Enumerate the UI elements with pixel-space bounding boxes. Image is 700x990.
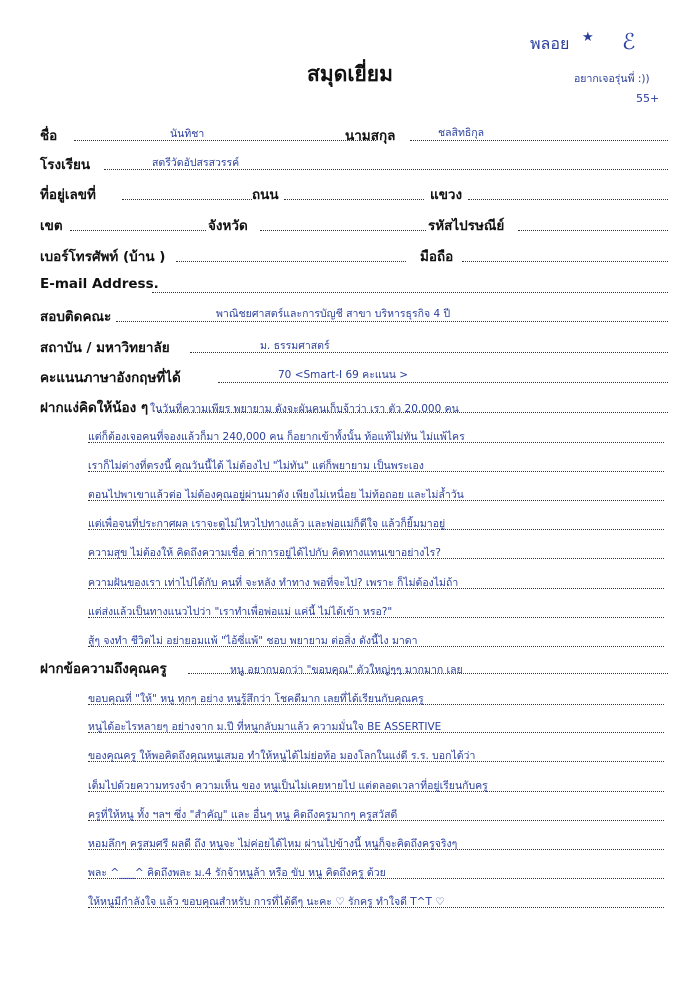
email-label: E-mail Address. [40, 276, 159, 292]
english-score-value: 70 <Smart-I 69 คะแนน > [278, 369, 409, 381]
phone-home-field[interactable] [176, 261, 406, 262]
name-row [40, 124, 670, 146]
juniors-line[interactable] [88, 426, 664, 446]
message-juniors-label: ฝากแง่คิดให้น้อง ๆ [40, 400, 149, 416]
phone-home-label: เบอร์โทรศัพท์ (บ้าน ) [40, 249, 166, 265]
road-field[interactable] [284, 199, 424, 200]
phone-row [40, 245, 670, 267]
juniors-line-text: แต่ก็ต้องเจอคนที่จองแล้วก็มา 240,000 คน ก็อยากเข้าทั้งนั้น ท้อแท้ไม่ทัน ไม่แพ้ไคร [88, 431, 465, 443]
school-row [40, 153, 670, 175]
subdistrict-field[interactable] [468, 199, 668, 200]
district-field[interactable] [70, 230, 206, 231]
teachers-line-text: ขอบคุณที่ "ให้" หนู ทุกๆ อย่าง หนูรู้สึกว่า โชคดีมาก เลยที่ได้เรียนกับคุณครู [88, 693, 424, 705]
corner-mark: ℰ [622, 30, 636, 55]
district-row [40, 214, 670, 236]
faculty-row [40, 305, 670, 327]
faculty-value: พาณิชยศาสตร์และการบัญชี สาขา บริหารธุรกิจ 4 ปี [216, 308, 451, 320]
university-row [40, 336, 670, 358]
address-label: ที่อยู่เลขที่ [40, 187, 96, 203]
postal-field[interactable] [518, 230, 668, 231]
teachers-line-text: ของคุณครู ให้พอคิดถึงคุณหนูเสมอ ทำให้หนูได้ไม่ย่อท้อ มองโลกในแง่ดี ร.ร. บอกได้ว่า [88, 750, 476, 762]
school-value: สตรีวัดอัปสรสวรรค์ [152, 157, 240, 169]
juniors-line[interactable] [150, 398, 664, 418]
teachers-line-text: หอมลึกๆ ครูสมศรี ผลดี ถึง หนูจะ ไม่ค่อยได้ไหม ผ่านไปข้างนี้ หนูก็จะคิดถึงครูจริงๆ [88, 838, 458, 850]
juniors-line-text: ความฝันของเรา เท่าไปได้กับ คนที่ จะหลัง ทำทาง พอที่จะไป? เพราะ ก็ไม่ต้องไม่ถ้า [88, 577, 459, 589]
teachers-line-text: หนูได้อะไรหลายๆ อย่างจาก ม.ปี ที่หนูกลับมาแล้ว ความมั่นใจ BE ASSERTIVE [88, 721, 442, 733]
teachers-line-text: ให้หนูมีกำลังใจ แล้ว ขอบคุณสำหรับ การที่ได้ดีๆ นะคะ ♡ รักครู ทำใจดี T^T ♡ [88, 896, 445, 908]
teachers-line-text: ครูที่ให้หนู ทั้ง ฯลฯ ซึ่ง "สำคัญ" และ อื่นๆ หนู คิดถึงครูมากๆ ครูสวัสดี [88, 809, 398, 821]
surname-label: นามสกุล [345, 128, 396, 144]
teachers-line[interactable] [88, 804, 664, 824]
surname-value: ชลสิทธิกุล [438, 127, 485, 139]
university-label: สถาบัน / มหาวิทยาลัย [40, 340, 170, 356]
english-score-label: คะแนนภาษาอังกฤษที่ได้ [40, 370, 181, 386]
postal-label: รหัสไปรษณีย์ [428, 218, 505, 234]
university-value: ม. ธรรมศาสตร์ [260, 340, 330, 352]
juniors-line-text: ในวันที่ความเพียร พยายาม ดังจะผันคนเก็บจ้าว่า เรา ตัว 20,000 คน [150, 403, 459, 415]
road-label: ถนน [252, 187, 279, 203]
teachers-line[interactable] [88, 745, 664, 765]
page-title: สมุดเยี่ยม [307, 62, 393, 86]
juniors-line-text: เราก็ไม่ต่างที่ตรงนี้ คุณวันนี้ได้ ไม่ต้องไป "ไม่ทัน" แต่ก็พยายาม เป็นพระเอง [88, 460, 424, 472]
faculty-label: สอบติดคณะ [40, 309, 112, 325]
juniors-line[interactable] [88, 542, 664, 562]
province-label: จังหวัด [208, 218, 248, 234]
name-field[interactable] [74, 140, 376, 141]
juniors-line[interactable] [88, 484, 664, 504]
mobile-field[interactable] [462, 261, 668, 262]
mobile-label: มือถือ [420, 249, 454, 265]
juniors-line[interactable] [88, 630, 664, 650]
email-field[interactable] [152, 292, 668, 293]
corner-star-icon: ★ [582, 30, 594, 45]
corner-name: พลอย [530, 34, 570, 53]
juniors-line-text: สู้ๆ จงทำ ชีวิตไม่ อย่ายอมแพ้ "ไอ้ซี่แพ้" ชอบ พยายาม ต่อสิ่ง ดังนี้ไง มาดา [88, 635, 418, 647]
teachers-line[interactable] [88, 775, 664, 795]
juniors-line[interactable] [88, 455, 664, 475]
name-label: ชื่อ [40, 128, 58, 144]
teachers-line[interactable] [88, 891, 664, 911]
juniors-line[interactable] [88, 513, 664, 533]
district-label: เขต [40, 218, 63, 234]
juniors-line-text: ความสุข ไม่ต้องให้ คิดถึงความเชื่อ ค่าการอยู่ได้ไปกับ คิดทางแทนเขาอย่างไร? [88, 547, 441, 559]
corner-number: 55+ [636, 92, 660, 105]
school-label: โรงเรียน [40, 157, 91, 173]
subdistrict-label: แขวง [430, 187, 463, 203]
corner-note: อยากเจอรุ่นพี่ :)) [574, 73, 650, 85]
email-row [40, 276, 670, 298]
teachers-line[interactable] [230, 659, 664, 679]
message-teachers-label: ฝากข้อความถึงคุณครู [40, 661, 167, 677]
teachers-line[interactable] [88, 833, 664, 853]
juniors-line-text: แต่เพื่อจนที่ประกาศผล เราจะดูไม่ไหวไปทางแล้ว และพ่อแม่ก็ดีใจ แล้วก็ยิ้มมาอยู่ [88, 518, 446, 530]
teachers-line-text: หนู อยากบอกว่า "ขอบคุณ" ตัวใหญ่ๆๆ มากมาก เลย [230, 664, 463, 676]
teachers-line[interactable] [88, 862, 664, 882]
province-field[interactable] [260, 230, 426, 231]
english-score-row [40, 366, 670, 388]
teachers-line[interactable] [88, 716, 664, 736]
teachers-line-text: พละ ^___^ คิดถึงพละ ม.4 รักจ้าหนูล้า หรือ ขับ หนู คิดถึงครู ด้วย [88, 867, 386, 879]
juniors-line-text: ตอนไปพาเขาแล้วต่อ ไม่ต้องคุณอยู่ผ่านมาดัง เพียงไม่เหนื่อย ไม่ท้อถอย และไม่ล้ำวัน [88, 489, 464, 501]
teachers-line[interactable] [88, 688, 664, 708]
juniors-line-text: แต่ส่งแล้วเป็นทางแนวไปว่า "เราทำเพื่อพ่อแม่ แค่นี้ ไม่ได้เข้า หรอ?" [88, 606, 393, 618]
name-value: นันทิชา [170, 128, 205, 140]
teachers-line-text: เต็มไปด้วยความทรงจำ ความเห็น ของ หนูเป็นไม่เคยหายไป แต่ตลอดเวลาที่อยู่เรียนกับครู [88, 780, 488, 792]
address-row [40, 183, 670, 205]
address-field[interactable] [122, 199, 252, 200]
juniors-line[interactable] [88, 601, 664, 621]
juniors-line[interactable] [88, 572, 664, 592]
